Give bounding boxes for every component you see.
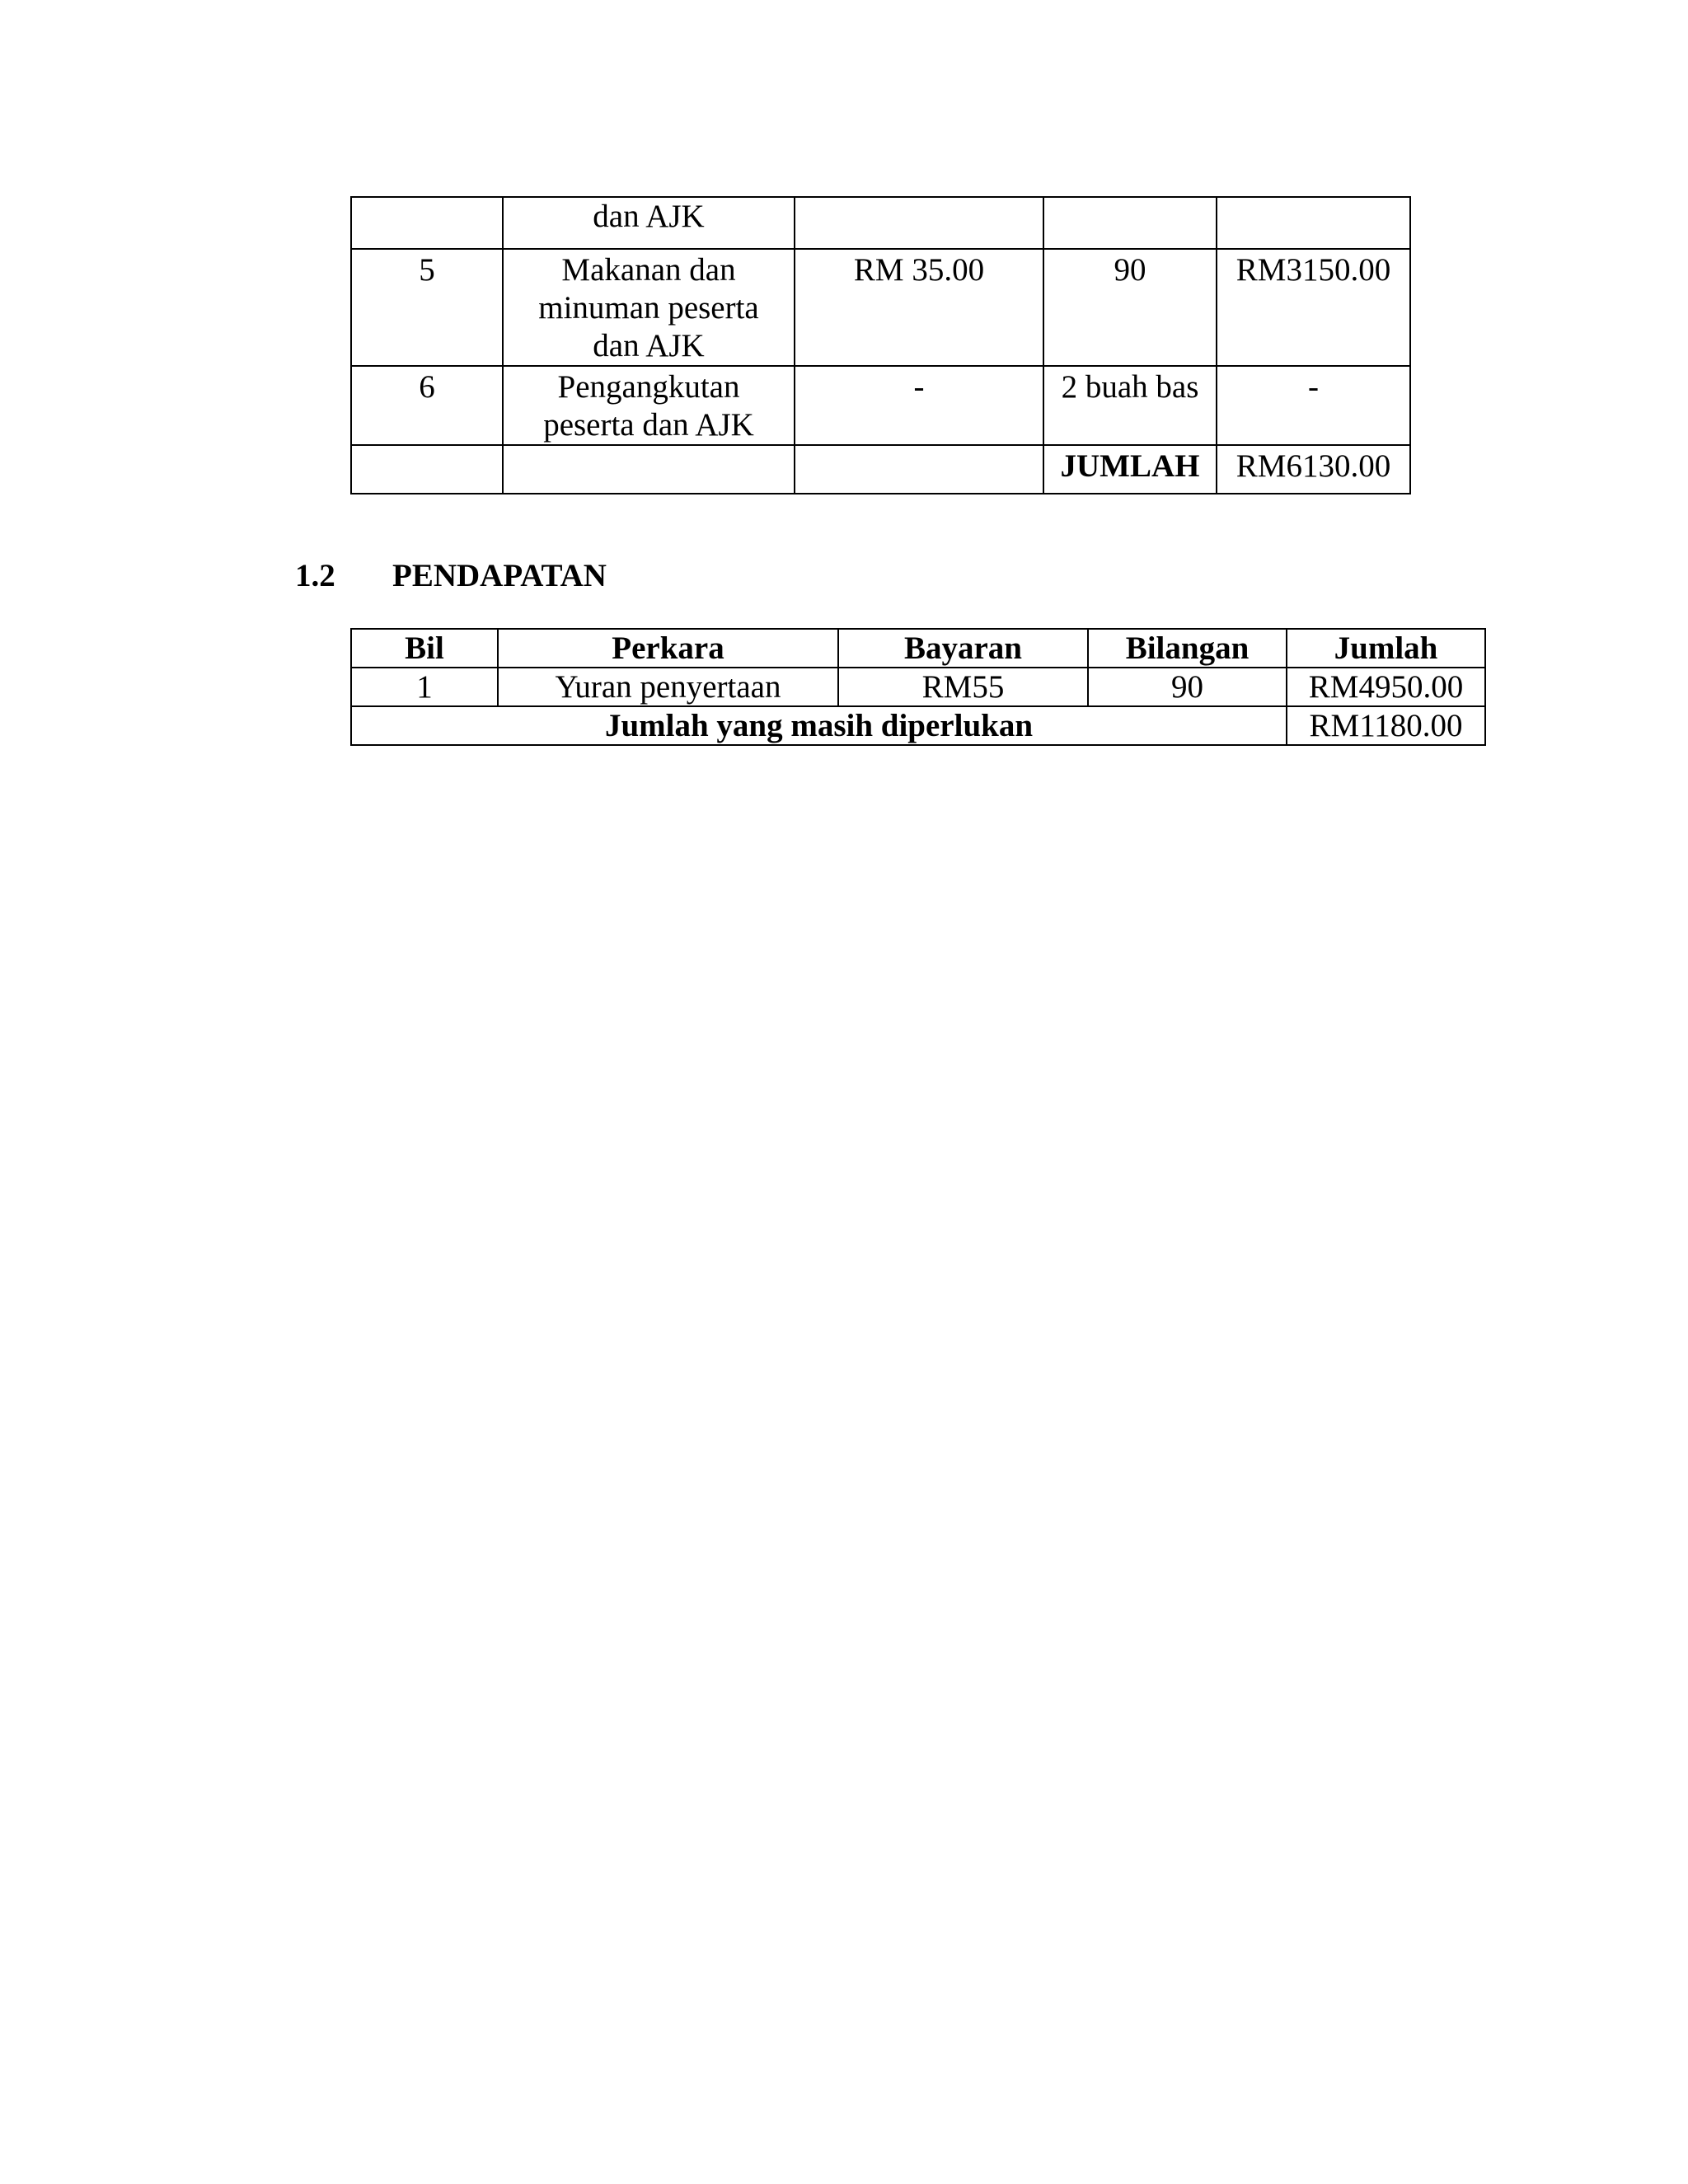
total-row xyxy=(351,445,1410,494)
empty-cell xyxy=(503,445,795,494)
total-label: JUMLAH xyxy=(1043,445,1217,494)
cell-price: RM 35.00 xyxy=(795,249,1043,366)
footer-row xyxy=(351,706,1485,745)
cell-item: Yuran penyertaan xyxy=(498,668,838,706)
cell-amount: - xyxy=(1217,366,1410,445)
total-value: RM6130.00 xyxy=(1217,445,1410,494)
section-heading xyxy=(295,557,607,595)
cell-item: Makanan dan minuman peserta dan AJK xyxy=(503,249,795,366)
cell-amount xyxy=(1217,197,1410,249)
header-jumlah: Jumlah xyxy=(1287,629,1485,668)
section-title: PENDAPATAN xyxy=(392,558,607,593)
table-row xyxy=(351,197,1410,249)
empty-cell xyxy=(351,445,503,494)
cell-price xyxy=(795,197,1043,249)
cell-amount: RM3150.00 xyxy=(1217,249,1410,366)
cell-item: Pengangkutan peserta dan AJK xyxy=(503,366,795,445)
cell-no xyxy=(351,197,503,249)
section-number: 1.2 xyxy=(295,558,335,593)
cell-quantity: 90 xyxy=(1043,249,1217,366)
footer-value: RM1180.00 xyxy=(1287,706,1485,745)
cell-no: 1 xyxy=(351,668,498,706)
header-perkara: Perkara xyxy=(498,629,838,668)
header-bil: Bil xyxy=(351,629,498,668)
cell-payment: RM55 xyxy=(838,668,1088,706)
header-bayaran: Bayaran xyxy=(838,629,1088,668)
cell-quantity xyxy=(1043,197,1217,249)
cell-quantity: 90 xyxy=(1088,668,1287,706)
cell-quantity: 2 buah bas xyxy=(1043,366,1217,445)
cell-no: 6 xyxy=(351,366,503,445)
footer-label: Jumlah yang masih diperlukan xyxy=(351,706,1287,745)
header-bilangan: Bilangan xyxy=(1088,629,1287,668)
cell-amount: RM4950.00 xyxy=(1287,668,1485,706)
table-row xyxy=(351,249,1410,366)
table-row xyxy=(351,668,1485,706)
empty-cell xyxy=(795,445,1043,494)
table-row xyxy=(351,366,1410,445)
cell-item: dan AJK xyxy=(503,197,795,249)
expenditure-table xyxy=(350,196,1411,494)
cell-price: - xyxy=(795,366,1043,445)
cell-no: 5 xyxy=(351,249,503,366)
income-table xyxy=(350,628,1486,746)
header-row xyxy=(351,629,1485,668)
